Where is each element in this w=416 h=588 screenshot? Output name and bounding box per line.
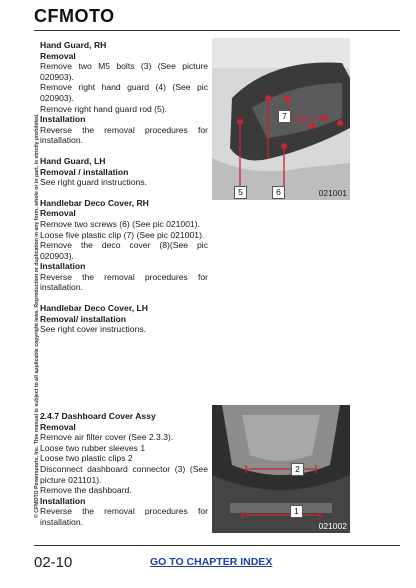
instruction-text: Reverse the removal procedures for installation. <box>40 271 208 293</box>
section-heading: Handlebar Deco Cover, LH <box>40 303 148 314</box>
paragraph-gap <box>40 146 208 156</box>
instruction-text: Remove right hand guard rod (5). <box>40 103 168 114</box>
section-dashboard-cover <box>40 411 208 528</box>
section-heading: Hand Guard, LH <box>40 155 106 166</box>
section-heading: Removal <box>40 208 76 219</box>
section-heading: Removal <box>40 50 76 61</box>
instruction-text: See right cover instructions. <box>40 324 147 335</box>
instruction-text: Reverse the removal procedures for installation. <box>40 124 208 146</box>
section-heading: 2.4.7 Dashboard Cover Assy <box>40 411 156 421</box>
photo-021002 <box>212 405 350 533</box>
page-number: 02-10 <box>34 554 73 571</box>
callout-2: 2 <box>291 463 304 476</box>
section-heading: Hand Guard, RH <box>40 40 107 50</box>
section-handguard-deco <box>40 40 208 335</box>
instruction-text: Remove two screws (6) (See pic 021001). <box>40 218 201 229</box>
instruction-text: Loose two plastic clips 2 <box>40 453 133 464</box>
instruction-text: Remove air filter cover (See 2.3.3). <box>40 432 174 443</box>
instruction-text: Remove the deco cover (8)(See pic 020903). <box>40 240 208 261</box>
callout-7: 7 <box>278 110 291 123</box>
section-heading: Removal / installation <box>40 166 129 177</box>
picture-number-021001: 021001 <box>318 188 347 198</box>
section-heading: Removal <box>40 421 76 432</box>
instruction-text: Remove two M5 bolts (3) (See picture 020903). <box>40 61 208 82</box>
instruction-text: Loose two rubber sleeves 1 <box>40 442 146 453</box>
section-heading: Handlebar Deco Cover, RH <box>40 197 149 208</box>
section-heading: Installation <box>40 261 86 272</box>
instruction-text: Remove right hand guard (4) (See pic 020903). <box>40 82 208 103</box>
photo-021001 <box>212 38 350 200</box>
instruction-text: Remove the dashboard. <box>40 485 132 496</box>
brand-logo: CFMOTO <box>34 6 115 26</box>
instruction-text: Disconnect dashboard connector (3) (See picture 021101). <box>40 463 208 485</box>
footer-rule <box>34 545 400 546</box>
picture-number-021002: 021002 <box>318 521 347 531</box>
instruction-text: Reverse the removal procedures for installation. <box>40 506 208 527</box>
paragraph-gap <box>40 293 208 303</box>
instruction-text: See right guard instructions. <box>40 177 148 188</box>
copyright-side-notice: © CFMOTO Powersports, Inc. This manual is subject to all applicable copyright laws. Reproduction or duplication in any form, whole or in part, is strictly prohibited. <box>34 113 40 518</box>
instruction-text: Loose five plastic clip (7) (See pic 021001). <box>40 229 205 240</box>
paragraph-gap <box>40 188 208 198</box>
callout-5: 5 <box>234 186 247 199</box>
section-heading: Removal/ installation <box>40 313 126 324</box>
section-heading: Installation <box>40 114 86 125</box>
header-rule <box>34 30 400 31</box>
callout-1: 1 <box>290 505 303 518</box>
section-heading: Installation <box>40 495 86 506</box>
callout-6: 6 <box>272 186 285 199</box>
chapter-index-link[interactable]: GO TO CHAPTER INDEX <box>150 556 273 568</box>
